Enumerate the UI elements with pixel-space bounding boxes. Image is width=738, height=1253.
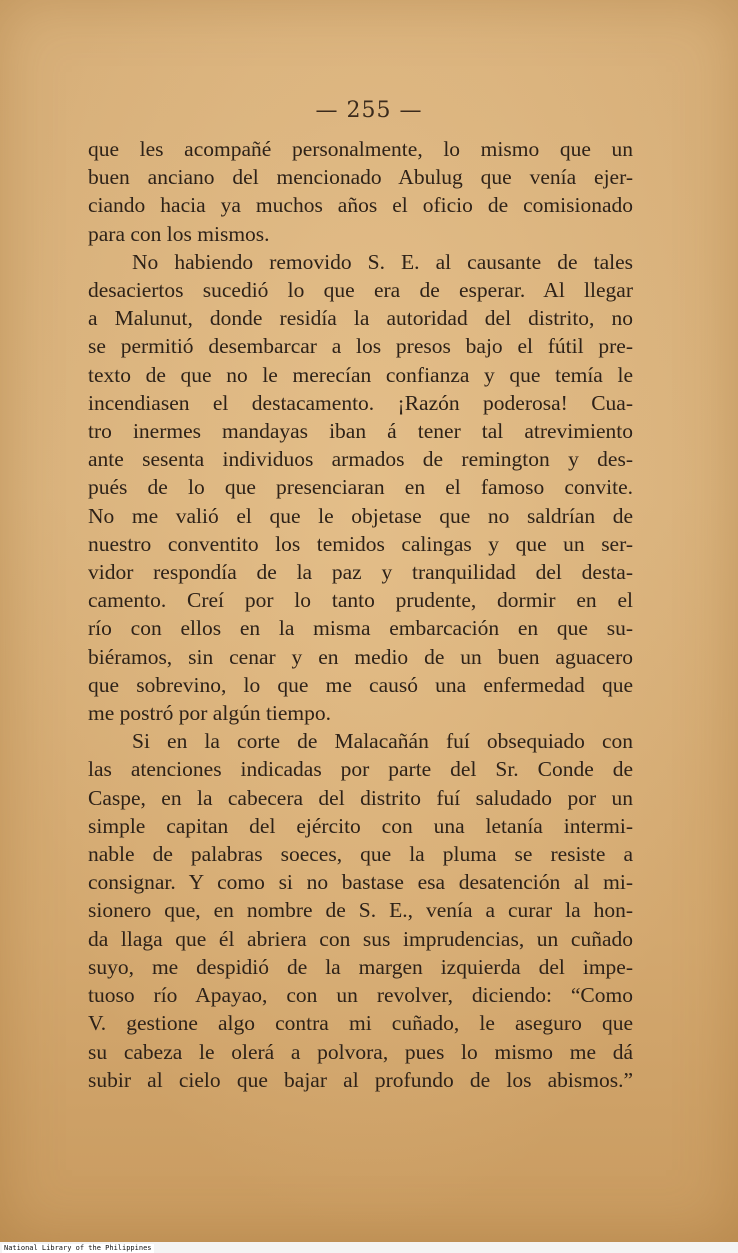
text-line: buen anciano del mencionado Abulug que venía ejer-: [88, 165, 633, 190]
text-line: vidor respondía de la paz y tranquilidad del desta-: [88, 560, 633, 585]
text-line: tro inermes mandayas iban á tener tal atrevimiento: [88, 419, 633, 444]
text-line: V. gestione algo contra mi cuñado, le aseguro que: [88, 1011, 633, 1036]
text-line: camento. Creí por lo tanto prudente, dormir en el: [88, 588, 633, 613]
text-line: nuestro conventito los temidos calingas y que un ser-: [88, 531, 633, 556]
page-number: — 255 —: [315, 98, 423, 123]
text-line: suyo, me despidió de la margen izquierda del impe-: [88, 954, 633, 979]
text-line: desaciertos sucedió lo que era de esperar. Al llegar: [88, 278, 633, 303]
text-line: sionero que, en nombre de S. E., venía a curar la hon-: [88, 898, 633, 923]
text-line: pués de lo que presenciaran en el famoso convite.: [88, 475, 633, 500]
body-text: [88, 135, 633, 1094]
text-line: a Malunut, donde residía la autoridad del distrito, no: [88, 306, 633, 331]
text-line: que sobrevino, lo que me causó una enfermedad que: [88, 672, 633, 697]
text-line: se permitió desembarcar a los presos bajo el fútil pre-: [88, 334, 633, 359]
text-line: ciando hacia ya muchos años el oficio de comisionado: [88, 193, 633, 218]
text-line: da llaga que él abriera con sus imprudencias, un cuñado: [88, 926, 633, 951]
text-line: incendiasen el destacamento. ¡Razón poderosa! Cua-: [88, 390, 633, 415]
text-line: consignar. Y como si no bastase esa desatención al mi-: [88, 870, 633, 895]
text-line: nable de palabras soeces, que la pluma se resiste a: [88, 842, 633, 867]
text-line: subir al cielo que bajar al profundo de los abismos.”: [88, 1067, 633, 1092]
paragraph-start-line: No habiendo removido S. E. al causante de tales: [132, 249, 633, 274]
text-line: simple capitan del ejército con una letanía intermi-: [88, 813, 633, 838]
text-line: las atenciones indicadas por parte del Sr. Conde de: [88, 757, 633, 782]
text-line: su cabeza le olerá a polvora, pues lo mismo me dá: [88, 1039, 633, 1064]
text-line: río con ellos en la misma embarcación en que su-: [88, 616, 633, 641]
text-line: biéramos, sin cenar y en medio de un buen aguacero: [88, 644, 633, 669]
text-line: que les acompañé personalmente, lo mismo que un: [88, 137, 633, 161]
text-line: Caspe, en la cabecera del distrito fuí saludado por un: [88, 785, 633, 810]
text-line: ante sesenta individuos armados de remington y des-: [88, 447, 633, 472]
text-line: tuoso río Apayao, con un revolver, diciendo: “Como: [88, 983, 633, 1008]
text-line: No me valió el que le objetase que no saldrían de: [88, 503, 633, 528]
text-line: me postró por algún tiempo.: [88, 701, 332, 726]
text-line: para con los mismos.: [88, 221, 270, 246]
paragraph-start-line: Si en la corte de Malacañán fuí obsequiado con: [132, 729, 633, 754]
library-credit: National Library of the Philippines: [4, 1244, 152, 1252]
text-line: texto de que no le merecían confianza y que temía le: [88, 362, 633, 387]
